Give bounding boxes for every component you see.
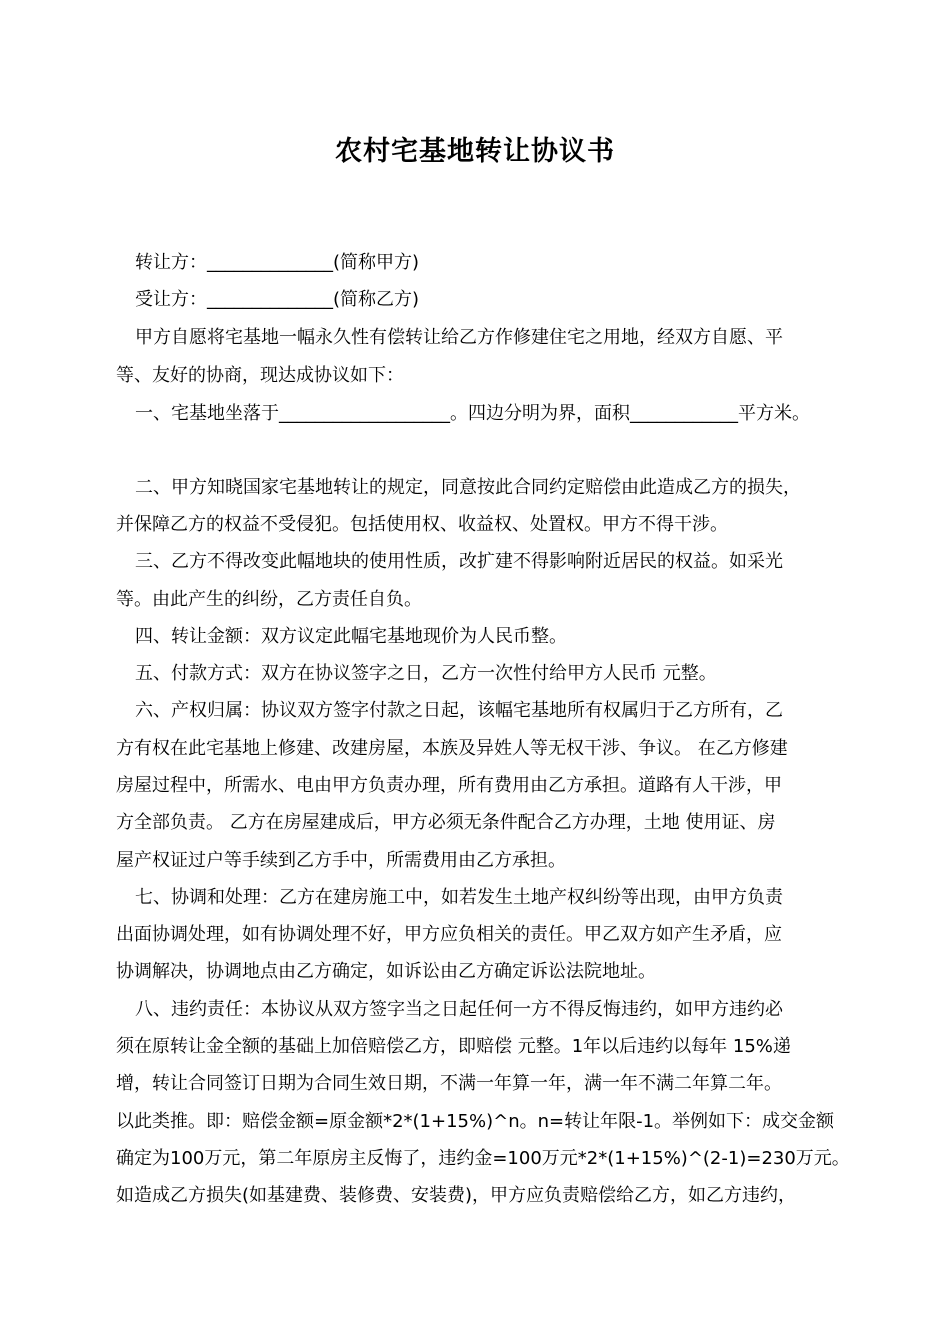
preamble-line-2: 等、友好的协商，现达成协议如下： [116, 365, 404, 386]
clause-6-line-4: 方全部负责。 乙方在房屋建成后，甲方必须无条件配合乙方办理，土地 使用证、房 [116, 812, 776, 833]
clause-1-line-1: 一、宅基地坐落于___________________。四边分明为界，面积____________平方米。 [135, 403, 810, 424]
document-title: 农村宅基地转让协议书 [335, 136, 615, 167]
preamble-line-1: 甲方自愿将宅基地一幅永久性有偿转让给乙方作修建住宅之用地，经双方自愿、平 [135, 327, 783, 348]
clause-6-line-3: 房屋过程中，所需水、电由甲方负责办理，所有费用由乙方承担。道路有人干涉，甲 [116, 775, 782, 796]
clause-8-line-2: 须在原转让金全额的基础上加倍赔偿乙方，即赔偿 元整。1年以后违约以每年 15%递 [116, 1036, 791, 1057]
clause-8-line-1: 八、违约责任：本协议从双方签字当之日起任何一方不得反悔违约，如甲方违约必 [135, 999, 783, 1020]
clause-5-line-1: 五、付款方式：双方在协议签字之日，乙方一次性付给甲方人民币 元整。 [135, 663, 717, 684]
clause-7-line-3: 协调解决，协调地点由乙方确定，如诉讼由乙方确定诉讼法院地址。 [116, 961, 656, 982]
clause-2-line-2: 并保障乙方的权益不受侵犯。包括使用权、收益权、处置权。甲方不得干涉。 [116, 514, 728, 535]
clause-2-line-1: 二、甲方知晓国家宅基地转让的规定，同意按此合同约定赔偿由此造成乙方的损失， [135, 477, 801, 498]
clause-8-line-3: 增，转让合同签订日期为合同生效日期，不满一年算一年，满一年不满二年算二年。 [116, 1073, 782, 1094]
clause-8-line-4: 以此类推。即：赔偿金额=原金额*2*(1+15%)^n。n=转让年限-1。举例如下：成交金额 [116, 1111, 835, 1132]
transferor-line: 转让方：______________(简称甲方) [135, 252, 420, 273]
clause-7-line-1: 七、协调和处理：乙方在建房施工中，如若发生土地产权纠纷等出现，由甲方负责 [135, 887, 783, 908]
clause-7-line-2: 出面协调处理，如有协调处理不好，甲方应负相关的责任。甲乙双方如产生矛盾，应 [116, 924, 782, 945]
clause-6-line-1: 六、产权归属：协议双方签字付款之日起，该幅宅基地所有权属归于乙方所有，乙 [135, 700, 783, 721]
transferee-line: 受让方：______________(简称乙方) [135, 289, 420, 310]
clause-6-line-2: 方有权在此宅基地上修建、改建房屋，本族及异姓人等无权干涉、争议。 在乙方修建 [116, 738, 788, 759]
clause-4-line-1: 四、转让金额：双方议定此幅宅基地现价为人民币整。 [135, 626, 567, 647]
clause-3-line-2: 等。由此产生的纠纷，乙方责任自负。 [116, 589, 422, 610]
clause-3-line-1: 三、乙方不得改变此幅地块的使用性质，改扩建不得影响附近居民的权益。如采光 [135, 551, 783, 572]
clause-8-line-5: 确定为100万元，第二年原房主反悔了，违约金=100万元*2*(1+15%)^(2-1)=230万元。 [116, 1148, 850, 1169]
clause-8-line-6: 如造成乙方损失(如基建费、装修费、安装费)，甲方应负责赔偿给乙方，如乙方违约， [116, 1185, 797, 1206]
clause-6-line-5: 屋产权证过户等手续到乙方手中，所需费用由乙方承担。 [116, 850, 566, 871]
